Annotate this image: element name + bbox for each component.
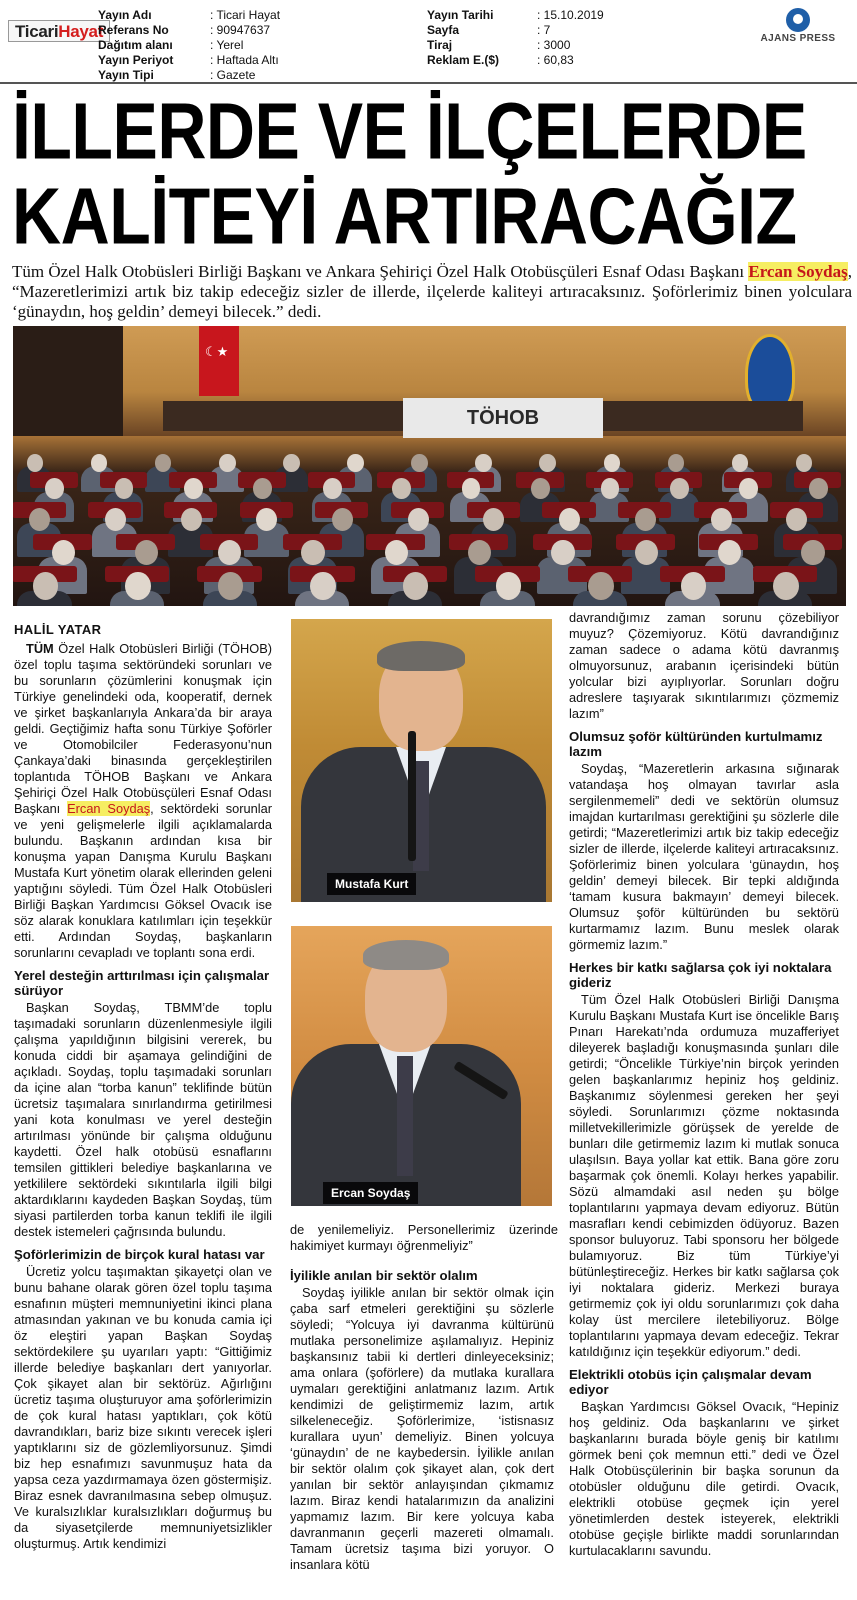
audience-member-head — [711, 508, 732, 531]
meta-row — [98, 23, 280, 38]
meta-label: Tiraj — [427, 38, 453, 52]
meta-label: Yayın Tipi — [98, 68, 154, 82]
audience-member-head — [253, 478, 272, 499]
meta-value: : Yerel — [210, 38, 243, 53]
audience-member-head — [33, 572, 59, 600]
audience-member-head — [462, 478, 481, 499]
audience-member-head — [601, 478, 620, 499]
spot-highlighted-name: Ercan Soydaş — [748, 262, 848, 281]
subheading: Herkes bir katkı sağlarsa çok iyi noktalara gideriz — [569, 960, 832, 990]
wall-artwork — [13, 326, 123, 436]
audience-member-head — [681, 572, 707, 600]
meta-row — [427, 8, 604, 23]
spot-text: Tüm Özel Halk Otobüsleri Birliği Başkanı ve Ankara Şehiriçi Özel Halk Otobüsçüleri Esnaf Odası Başkanı — [12, 262, 749, 281]
meta-label: Sayfa — [427, 23, 460, 37]
audience-member-head — [347, 454, 364, 472]
stage-banner: TÖHOB — [403, 398, 603, 438]
meta-value: : 7 — [537, 23, 550, 38]
meta-label: Yayın Tarihi — [427, 8, 494, 22]
turkish-flag-icon — [199, 326, 239, 396]
meeting-photo — [13, 326, 846, 606]
audience-member-head — [588, 572, 614, 600]
author-byline: HALİL YATAR — [14, 622, 102, 637]
audience-member-head — [181, 508, 202, 531]
headline — [12, 86, 852, 262]
paragraph-text: Özel Halk Otobüsleri Birliği (TÖHOB) özel toplu taşıma sektöründeki sorunları ve bu sorunların çözümlerini konuşmak için Türkiye genelindeki oda, kooperatif, dernek ve şirket başkanlarıyla Ankara’da bir araya geldi. Geçtiğimiz hafta sonu Türkiye Şoförler ve Otomobilciler Federasyonu’nun Çankaya’daki binasında gerçekleştirilen toplantıda TÖHOB Başkanı ve Ankara Şehiriçi Özel Halk Otobüsçüleri Esnaf Odası Başkanı — [14, 641, 272, 816]
photo-caption: Mustafa Kurt — [327, 873, 416, 895]
audience-member-head — [52, 540, 75, 565]
audience-member-head — [604, 454, 621, 472]
photo-caption: Ercan Soydaş — [323, 1182, 418, 1204]
audience-member-head — [531, 478, 550, 499]
meta-value: : Gazete — [210, 68, 255, 83]
audience-member-head — [332, 508, 353, 531]
audience-member-head — [310, 572, 336, 600]
audience-member-head — [668, 454, 685, 472]
audience-member-head — [301, 540, 324, 565]
subheading: Şoförlerimizin de birçok kural hatası var — [14, 1247, 265, 1262]
headline-line-2: KALİTEYİ ARTIRACAĞIZ — [12, 171, 797, 262]
audience-member-head — [739, 478, 758, 499]
meta-value: : Haftada Altı — [210, 53, 279, 68]
audience-member-head — [29, 508, 50, 531]
audience-member-head — [45, 478, 64, 499]
audience-member-head — [539, 454, 556, 472]
meta-row — [98, 53, 280, 68]
audience-member-head — [115, 478, 134, 499]
audience-member-head — [796, 454, 813, 472]
agency-mark-icon — [786, 8, 810, 32]
article-paragraph: davrandığımız zaman sorunu çözebiliyor muyuz? Çözemiyoruz. Kötü davrandığınız zaman sadece o adama kötü davranmış olmuyorsunuz, arabanın içerisindeki bütün yolcular bizi ayıplıyorlar. Sorunları doğru adreslere taşıyarak sıkıntılarımızı çözmemiz lazım” — [569, 610, 839, 721]
meta-value: : 60,83 — [537, 53, 574, 68]
article-column-2-continuation: de yenilemeliyiz. Personellerimiz üzerinde hakimiyet kurmayı öğrenmeliyiz” — [290, 1222, 558, 1253]
figure-tie — [397, 1056, 413, 1176]
spot-quote: , “Mazeretlerimizi artık biz takip edeceğiz sizler de illerde, ilçelerde kaliteyi artıracaksınız. Şoförlerimiz binen yolculara ‘günaydın, hoş geldin’ demeyi bilecek.” dedi. — [12, 262, 852, 321]
article-column-3 — [569, 610, 839, 1559]
audience-member-head — [475, 454, 492, 472]
audience-member-head — [105, 508, 126, 531]
article-paragraph: Soydaş iyilikle anılan bir sektör olmak için çaba sarf etmeleri gerektiğini şu sözlerle söyledi; “Yolcuya iyi davranma kültürünü mutlaka personelimize aşılamalıyız. Hepiniz başkansınız tabii ki dertleri dinleyeceksiniz; ama onlara (şoförlere) da mutlaka kurallara uymaları gerektiğini anlatmanız lazım. Artık kendimizi de geliştirmemiz lazım, artık silkeleneceğiz. Şoförlerimize, ‘istisnasız kurallara uyun’ demeliyiz. Binen yolcuya ‘günaydın’ de ne kaybedersin. İyilikle anılan bir sektör olalım çok şikayet alan, çok dert yanılan bir sektör anlayışından çıkmamız lazım. Biraz kendi hatalarımızın da analizini yapmamız lazım. Bir kere yolcuya kaba davranmanın geçerli mazereti olmamalı. Tamam ücretsiz taşıma bizi yoruyor. O insanlara kötü — [290, 1285, 554, 1572]
portrait-ercan-soydas — [291, 926, 552, 1206]
agency-name: AJANS PRESS — [760, 33, 836, 44]
audience-member-head — [801, 540, 824, 565]
article-paragraph: Başkan Yardımcısı Göksel Ovacık, “Hepiniz hoş geldiniz. Oda başkanlarını ve şirket başkanlarını burada böyle geniş bir katılımı görmek beni çok memnun etti.” dedi ve Özel Halk Otobüsçülerinin bir başka sorunun da otobüsler olduğunu dile getirdi. Ovacık, elektrikli otobüse geçmek için yerel yönetimlerden destek isteyerek, elektrikli otobüse geçişle birlikte maddi sorunlarından kurtulacaklarını savundu. — [569, 1399, 839, 1558]
audience-member-head — [732, 454, 749, 472]
subheading: İyilikle anılan bir sektör olalım — [290, 1268, 478, 1283]
header-divider — [0, 82, 857, 84]
agency-logo — [748, 8, 848, 44]
audience-member-head — [125, 572, 151, 600]
logo-word-1: Ticari — [15, 22, 59, 41]
subheading: Olumsuz şoför kültüründen kurtulmamız lazım — [569, 729, 823, 759]
meta-value: : Ticari Hayat — [210, 8, 280, 23]
audience-member-head — [809, 478, 828, 499]
logo-word-2: Hayat — [58, 22, 104, 41]
subheading: Yerel desteğin arttırılması için çalışmalar sürüyor — [14, 968, 270, 998]
meta-label: Dağıtım alanı — [98, 38, 173, 52]
audience-member-head — [283, 454, 300, 472]
microphone-icon — [408, 731, 416, 861]
meta-row — [98, 38, 280, 53]
headline-line-1: İLLERDE VE İLÇELERDE — [12, 86, 807, 177]
meta-row — [427, 38, 604, 53]
article-paragraph — [14, 641, 272, 961]
highlighted-name: Ercan Soydaş — [67, 801, 151, 816]
meta-label: Yayın Adı — [98, 8, 152, 22]
meta-row — [98, 68, 280, 83]
meta-value: : 15.10.2019 — [537, 8, 604, 23]
figure-hair — [377, 641, 465, 671]
meta-row — [427, 23, 604, 38]
article-paragraph: Soydaş, “Mazeretlerin arkasına sığınarak vatandaşa hoş olmayan tavırlar asla sergilenmemeli” dedi ve sektörün olumsuz imajdan kurtarılması gerektiğini şu sözlerle dile getirdi; “Mazeretlerimizi artık biz takip edeceğiz sizler de illerde, ilçelerde kaliteyi artıracaksınız. Şoförlerimiz binen yolculara ‘günaydın, hoş geldin’ demeyi bilecek. Bir tepki aldığında ‘tamam kusura bakmayın’ demeyi bilecek. Olumsuz şoför kültüründen bu sektörü kurtarmamız lazım. Bunu meslek olarak görmemiz lazım.” — [569, 761, 839, 952]
article-column-2 — [290, 1268, 554, 1573]
publication-logo — [8, 20, 110, 42]
audience-member-head — [670, 478, 689, 499]
audience-member-head — [218, 572, 244, 600]
subheading: Elektrikli otobüs için çalışmalar devam ediyor — [569, 1367, 812, 1397]
portrait-mustafa-kurt — [291, 619, 552, 902]
article-paragraph: Tüm Özel Halk Otobüsleri Birliği Danışma Kurulu Başkanı Mustafa Kurt ise öncelikle Barış Pınarı Harekatı’nda ordumuza muzafferiyet dileyerek başladığı konuşmasında şunları dile getirdi; “Öncelikle Türkiye’nin birçok yerinden gelen başkanlarımız hepiniz hoş geldiniz. Başkanımız söylenmesi gereken her şeyi söyledi. Sorunlarımızı çözme noktasında milletvekillerimizle görüşsek de yerelde de bunları dile getirmemiz lazım ki mutlak sonuca ulaşılsın. Baya yollar kat ettik. Bana göre zoru başarmak çok önemli. Kolayı herkes yapabilir. Sözü almamdaki asıl neden şu bölge toplantılarını yapmaya devam ediyoruz. Bütün masrafları kendi cebimizden ödüyoruz. Bazen sponsor buluyoruz. Tabi sponsoru her bölgede bulamıyoruz. Biz tüm Türkiye’yi bütünleştireceğiz. Herkes bir katkı sağlarsa çok iyi noktalara gideriz. Merkezi buraya getirmemiz çok iyi oldu sorunlarımızı çok daha kolay üst mercilere iletebiliyoruz. Bölge toplantılarını yapmaya devam edeceğiz. Tekrar katıldığınız için teşekkür ediyorum.” dedi. — [569, 992, 839, 1359]
audience-member-head — [184, 478, 203, 499]
audience-member-head — [635, 508, 656, 531]
article-column-1 — [14, 622, 272, 1552]
meta-left — [98, 8, 280, 83]
figure-hair — [363, 940, 449, 970]
audience-member-head — [408, 508, 429, 531]
meta-row — [427, 53, 604, 68]
meta-label: Reklam E.($) — [427, 53, 500, 67]
meta-value: : 90947637 — [210, 23, 270, 38]
article-spot — [12, 262, 852, 322]
article-paragraph: Ücretiz yolcu taşımaktan şikayetçi olan ve bunu bahane olarak gören özel toplu taşıma esnafının müşteri memnuniyetini ikinci plana atmasından yakınan ve bu konuda camia içi öz eleştiri yapan Başkan Soydaş sektördekilere şu uyarıları yaptı: “Gittiğimiz illerde belediye başkanları dert yanıyorlar. Çok şikayet alan bir sektörüz. Ağırlığını ücretiz taşıma oluşturuyor ama şoförlerimizin de çok kural hatası yaptıkları, çok kötü davrandıkları, bariz bize sıkıntı verecek işleri yaptıklarını siz de gözlemliyorsunuz. Şimdi biz hep esnafımızı savunmuşuz hata da yapsa ceza yazdırmamaya özen göstermişiz. Biraz esnek davranılmasına sebep olmuşuz. Ve kuralsızlıklar kuralsızlıkları doğurmuş bu da siyasetçilerde memnuniyetsizlikler oluşturmuş. Artık kendimizi — [14, 1264, 272, 1551]
meta-label: Referans No — [98, 23, 169, 37]
clipping-header — [0, 0, 857, 84]
audience-member-head — [323, 478, 342, 499]
meta-value: : 3000 — [537, 38, 570, 53]
article-paragraph: Başkan Soydaş, TBMM’de toplu taşımadaki sorunların düzenlenmesiyle ilgili çalışma yapıldığının bilgisini vererek, bu konuda ciddi bir aşamaya gelindiğini de açıkladı. Soydaş, toplu taşımadaki sorunları da içine alan “torba kanun” teklifinde bütün ücretsiz taşımalara sınırlandırma getirilmesi yani kota konulması ve yerel desteğin artırılması yönünde bir çalışma olduğunu kaydetti. Özel halk otobüsü esnaflarını temsilen gittikleri belediye başkanlarına ve yetkililere sektördeki sıkıntılarla ilgili bilgi aktardıklarını kaydeden Başkan Soydaş, tüm siyasi partilerden torba kanun teklifi ile ilgili destek istemeleri çağrısında bulundu. — [14, 1000, 272, 1239]
audience-member-head — [635, 540, 658, 565]
audience-member-head — [551, 540, 574, 565]
audience-member-head — [392, 478, 411, 499]
lead-word: TÜM — [26, 641, 54, 656]
audience-member-head — [773, 572, 799, 600]
audience-member-head — [219, 454, 236, 472]
meta-label: Yayın Periyot — [98, 53, 174, 67]
audience-member-head — [496, 572, 522, 600]
meta-row — [98, 8, 280, 23]
audience-member-head — [411, 454, 428, 472]
paragraph-text: , sektördeki sorunlar ve yeni gelişmelerle ilgili açıklamalarda bulundu. Başkanın ardından kısa bir konuşma yapan Danışma Kurulu Başkanı Mustafa Kurt yönetim olarak ellerinden geleni yaptığını söyledi. Tüm Özel Halk Otobüsleri Birliği Başkan Yardımcısı Göksel Ovacık ise söz alarak konuklara katılımları için teşekkür etti. Ardından Soydaş, başkanların sorunlarını cevapladı ve toplantı sona erdi. — [14, 801, 272, 960]
meta-right — [427, 8, 604, 68]
